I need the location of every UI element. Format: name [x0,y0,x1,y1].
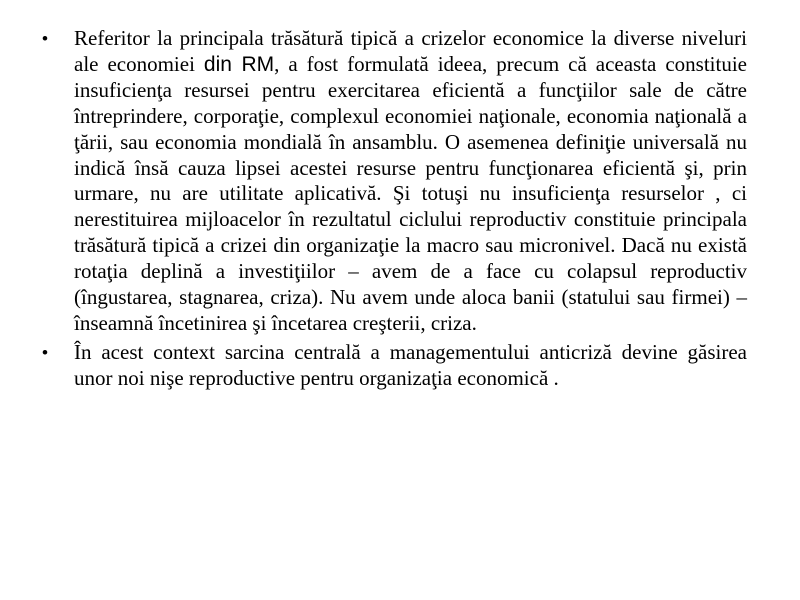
bullet-text-rest: , a fost formulată ideea, precum că aceasta constituie insuficienţa resursei pentru exercitarea eficientă a funcţiilor sale de către întreprindere, corporaţie, complexul economiei naţionale, economia naţională a ţării, sau economia mondială în ansamblu. O asemenea definiţie universală nu indică însă cauza lipsei acestei resurse pentru funcţionarea eficientă şi, prin urmare, nu are utilitate aplicativă. Şi totuşi nu insuficienţa resurselor , ci nerestituirea mijloacelor în rezultatul ciclului reproductiv constituie principala trăsătură tipică a crizei din organizaţie la macro sau micronivel. Dacă nu există rotaţia deplină a investiţiilor – avem de a face cu colapsul reproductiv (îngustarea, stagnarea, criza). Nu avem unde aloca banii (statului sau firmei) – înseamnă încetinirea şi încetarea creşterii, criza. [74,51,748,335]
bullet-text-highlight: din RM [203,52,275,76]
bullet-dot-icon: • [42,342,48,362]
bullet-text: În acest context sarcina centrală a managementului anticriză devine găsirea unor noi nişe reproductive pentru organizaţia economică . [74,339,747,390]
bullet-text-start: Referitor la principala trăsătură tipică a crizelor economice la diverse niveluri ale economiei [74,26,747,76]
bullet-dot-icon: • [42,29,48,48]
bullet-item-crisis-definition [42,26,747,337]
bullet-item-anticrisis-management [42,340,747,392]
bullet-list [42,26,747,395]
